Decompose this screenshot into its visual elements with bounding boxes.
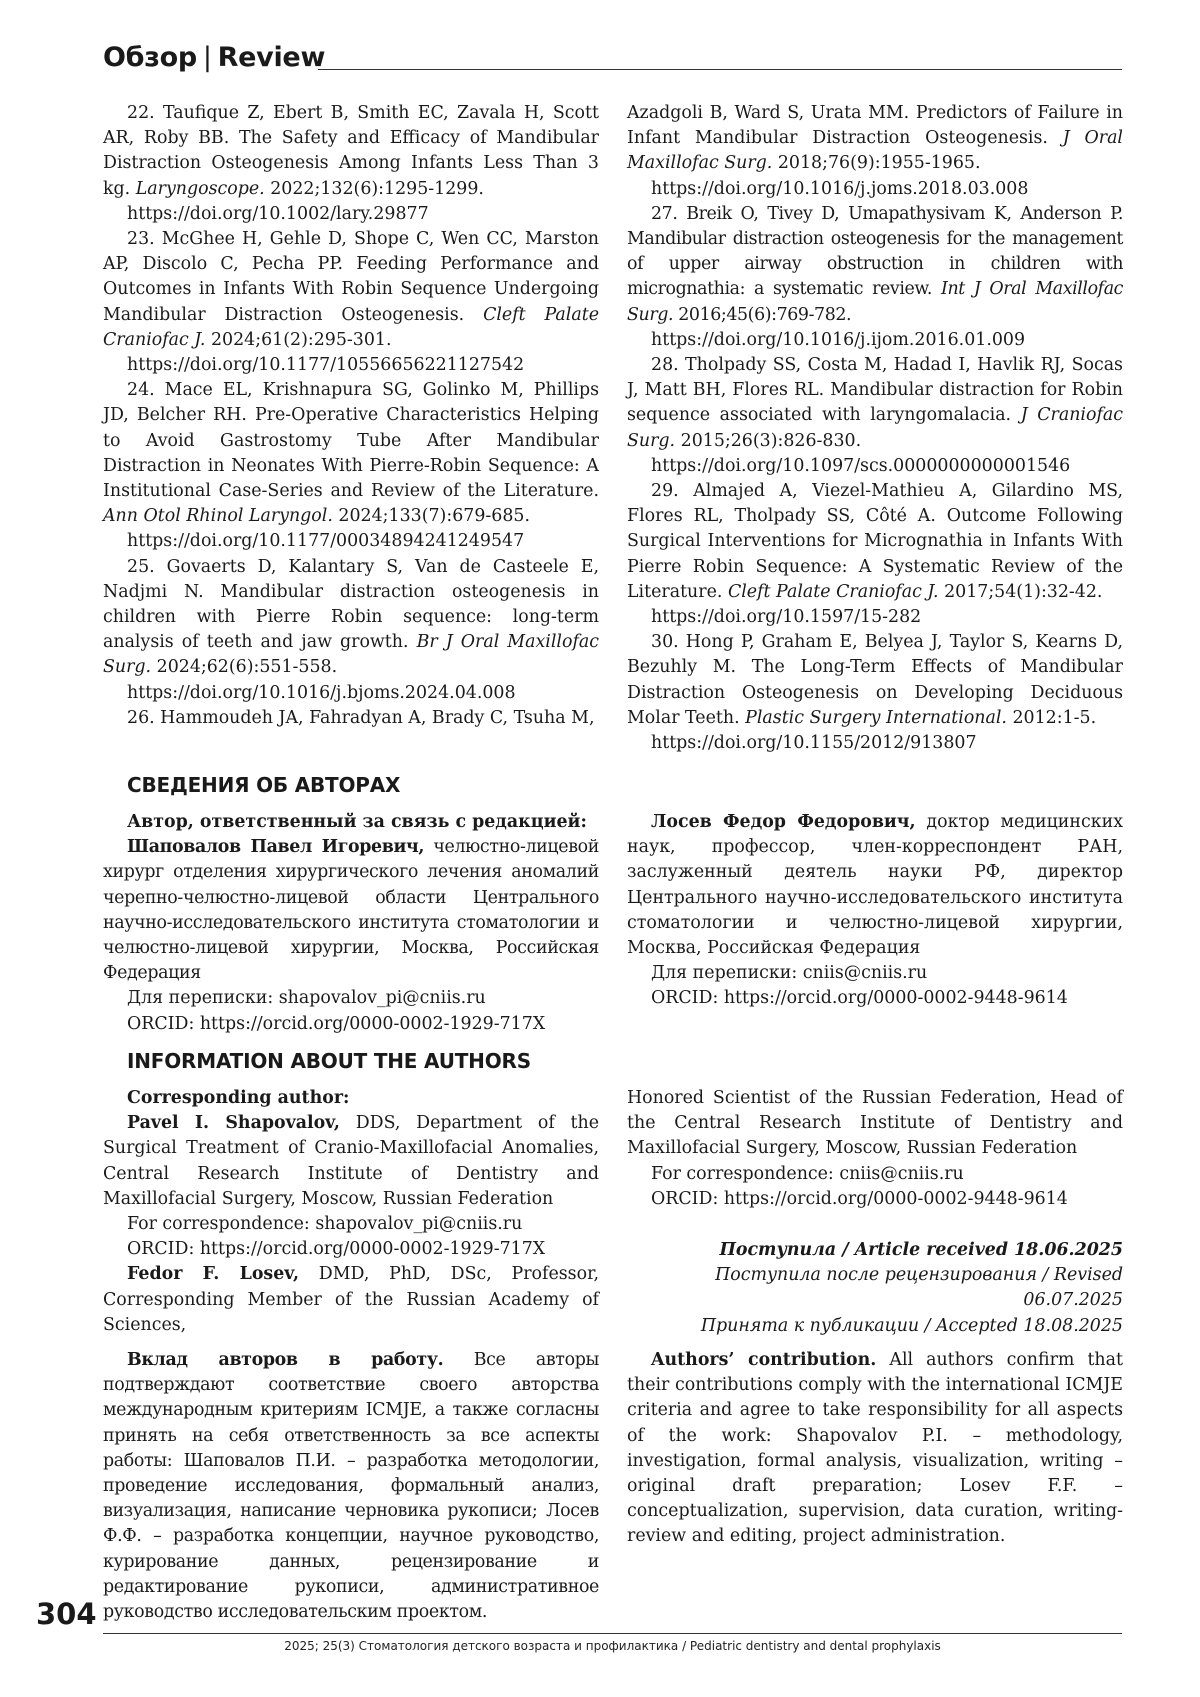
date-accepted: Принята к публикации / Accepted 18.08.2025 — [700, 1315, 1123, 1336]
date-revised: Поступила после рецензирования / Revised 06.07.2025 — [715, 1265, 1123, 1311]
reference-25: 25. Govaerts D, Kalantary S, Van de Casteele E, Nadjmi N. Mandibular distraction osteogenesis in children with Pierre Robin sequence: long-term analysis of teeth and jaw growth. Br J Oral Maxillofac Surg. 2024;62(6):551-558. — [103, 556, 599, 678]
section-label-en: Review — [217, 42, 326, 73]
author-2-orcid-ru[interactable]: ORCID: https://orcid.org/0000-0002-9448-9614 — [651, 988, 1068, 1009]
reference-doi-link[interactable]: https://doi.org/10.1016/j.bjoms.2024.04.008 — [127, 682, 516, 703]
footer-rule — [103, 1633, 1122, 1634]
authors-en-right — [627, 1086, 1123, 1212]
section-label-separator: | — [202, 42, 212, 73]
author-1-email-en[interactable]: For correspondence: shapovalov_pi@cniis.ru — [127, 1214, 523, 1235]
contribution-en-text: All authors confirm that their contributions comply with the international ICMJE criteria and agree to take responsibility for all aspects of the work: Shapovalov P.I. – methodology, investigation, formal analysis, visualization, writing – original draft preparation; Losev F.F. – conceptualization, supervision, data curation, writing-review and editing, project administration. — [627, 1350, 1123, 1547]
author-2-email-ru[interactable]: Для переписки: cniis@cniis.ru — [651, 963, 928, 984]
references-right-column — [627, 101, 1123, 756]
author-1-en: Pavel I. Shapovalov, DDS, Department of the Surgical Treatment of Cranio-Maxillofacial Anomalies, Central Research Institute of Dentistry and Maxillofacial Surgery, Moscow, Russian Federation — [103, 1113, 600, 1209]
date-received: Поступила / Article received 18.06.2025 — [719, 1240, 1123, 1260]
author-2-ru: Лосев Федор Федорович, доктор медицинских наук, профессор, член-корреспондент РАН, заслуженный деятель науки РФ, директор Центрального научно-исследовательского института стоматологии и челюстно-лицевой хирургии, Москва, Российская Федерация — [627, 812, 1123, 959]
page-number: 304 — [36, 1597, 97, 1631]
page-header — [103, 40, 1122, 80]
author-2-email-en[interactable]: For correspondence: cniis@cniis.ru — [651, 1163, 964, 1184]
authors-ru-right — [627, 810, 1123, 1012]
author-1-orcid-en[interactable]: ORCID: https://orcid.org/0000-0002-1929-717X — [127, 1239, 546, 1260]
reference-doi-link[interactable]: https://doi.org/10.1597/15-282 — [651, 607, 922, 628]
reference-doi-link[interactable]: https://doi.org/10.1002/lary.29877 — [127, 203, 429, 224]
section-label-ru: Обзор — [103, 42, 197, 73]
contribution-ru — [103, 1348, 599, 1625]
reference-22: 22. Taufique Z, Ebert B, Smith EC, Zavala H, Scott AR, Roby BB. The Safety and Efficacy of Mandibular Distraction Osteogenesis Among Infants Less Than 3 kg. Laryngoscope. 2022;132(6):1295-1299. — [103, 103, 599, 199]
reference-26-continuation: Azadgoli B, Ward S, Urata MM. Predictors of Failure in Infant Mandibular Distraction Osteogenesis. J Oral Maxillofac Surg. 2018;76(9):1955-1965. — [627, 103, 1123, 174]
reference-doi-link[interactable]: https://doi.org/10.1177/10556656221127542 — [127, 355, 525, 376]
corresponding-label-en: Corresponding author: — [127, 1088, 350, 1108]
authors-en-heading: INFORMATION ABOUT THE AUTHORS — [127, 1049, 531, 1073]
author-2-en-continuation: Honored Scientist of the Russian Federation, Head of the Central Research Institute of Dentistry and Maxillofacial Surgery, Moscow, Russian Federation — [627, 1088, 1123, 1159]
corresponding-label-ru: Автор, ответственный за связь с редакцией: — [127, 812, 587, 832]
author-1-name-en: Pavel I. Shapovalov, — [127, 1113, 340, 1134]
reference-doi-link[interactable]: https://doi.org/10.1097/scs.0000000000001546 — [651, 455, 1071, 476]
reference-doi-link[interactable]: https://doi.org/10.1016/j.joms.2018.03.008 — [651, 178, 1029, 199]
reference-29: 29. Almajed A, Viezel-Mathieu A, Gilardino MS, Flores RL, Tholpady SS, Côté A. Outcome Following Surgical Interventions for Micrognathia in Infants With Pierre Robin Sequence: A Systematic Review of the Literature. Cleft Palate Craniofac J. 2017;54(1):32-42. — [627, 481, 1123, 602]
author-2-en: Fedor F. Losev, DMD, PhD, DSc, Professor, Corresponding Member of the Russian Academy of Sciences, — [103, 1264, 599, 1335]
references-left-column — [103, 101, 599, 731]
reference-30: 30. Hong P, Graham E, Belyea J, Taylor S, Kearns D, Bezuhly M. The Long-Term Effects of Mandibular Distraction Osteogenesis on Developing Deciduous Molar Teeth. Plastic Surgery International. 2012:1-5. — [627, 632, 1123, 728]
reference-28: 28. Tholpady SS, Costa M, Hadad I, Havlik RJ, Socas J, Matt BH, Flores RL. Mandibular distraction for Robin sequence associated with laryngomalacia. J Craniofac Surg. 2015;26(3):826-830. — [627, 355, 1124, 451]
authors-ru-heading: СВЕДЕНИЯ ОБ АВТОРАХ — [127, 773, 401, 797]
contribution-ru-label: Вклад авторов в работу. — [127, 1350, 444, 1370]
section-label — [103, 42, 325, 73]
reference-26: 26. Hammoudeh JA, Fahradyan A, Brady C, Tsuha M, — [127, 707, 595, 728]
header-rule — [318, 69, 1122, 70]
authors-ru-left — [103, 810, 599, 1037]
contribution-en-label: Authors’ contribution. — [651, 1350, 877, 1370]
reference-doi-link[interactable]: https://doi.org/10.1177/00034894241249547 — [127, 531, 525, 552]
author-1-name-ru: Шаповалов Павел Игоревич, — [127, 837, 425, 858]
reference-23: 23. McGhee H, Gehle D, Shope C, Wen CC, Marston AP, Discolo C, Pecha PP. Feeding Performance and Outcomes in Infants With Robin Sequence Undergoing Mandibular Distraction Osteogenesis. Cleft Palate Craniofac J. 2024;61(2):295-301. — [103, 229, 599, 350]
author-2-orcid-en[interactable]: ORCID: https://orcid.org/0000-0002-9448-9614 — [651, 1188, 1068, 1209]
author-1-email-ru[interactable]: Для переписки: shapovalov_pi@cniis.ru — [127, 988, 486, 1009]
contribution-en — [627, 1348, 1123, 1550]
author-2-name-en: Fedor F. Losev, — [127, 1264, 300, 1285]
reference-24: 24. Mace EL, Krishnapura SG, Golinko M, Phillips JD, Belcher RH. Pre-Operative Characteristics Helping to Avoid Gastrostomy Tube After Mandibular Distraction in Neonates With Pierre-Robin Sequence: A Institutional Case-Series and Review of the Literature. Ann Otol Rhinol Laryngol. 2024;133(7):679-685. — [103, 380, 599, 527]
author-1-orcid-ru[interactable]: ORCID: https://orcid.org/0000-0002-1929-717X — [127, 1013, 546, 1034]
reference-doi-link[interactable]: https://doi.org/10.1155/2012/913807 — [651, 733, 977, 754]
journal-footer: 2025; 25(3) Стоматология детского возраста и профилактика / Pediatric dentistry and dental prophylaxis — [284, 1639, 941, 1653]
reference-27: 27. Breik O, Tivey D, Umapathysivam K, Anderson P. Mandibular distraction osteogenesis for the management of upper airway obstruction in children with micrognathia: a systematic review. Int J Oral Maxillofac Surg. 2016;45(6):769-782. — [627, 203, 1124, 325]
authors-en-left — [103, 1086, 599, 1338]
contribution-ru-text: Все авторы подтверждают соответствие своего авторства международным критериям ICMJE, а также согласны принять на себя ответственность за все аспекты работы: Шаповалов П.И. – разработка методологии, проведение исследования, формальный анализ, визуализация, написание черновика рукописи; Лосев Ф.Ф. – разработка концепции, научное руководство, курирование данных, рецензирование и редактирование рукописи, административное руководство исследовательским проектом. — [103, 1350, 599, 1623]
author-2-name-ru: Лосев Федор Федорович, — [651, 812, 916, 832]
article-dates — [627, 1238, 1123, 1339]
author-1-ru: Шаповалов Павел Игоревич, челюстно-лицевой хирург отделения хирургического лечения аномалий черепно-челюстно-лицевой области Центрального научно-исследовательского института стоматологии и челюстно-лицевой хирургии, Москва, Российская Федерация — [103, 837, 599, 984]
reference-doi-link[interactable]: https://doi.org/10.1016/j.ijom.2016.01.009 — [651, 329, 1026, 350]
